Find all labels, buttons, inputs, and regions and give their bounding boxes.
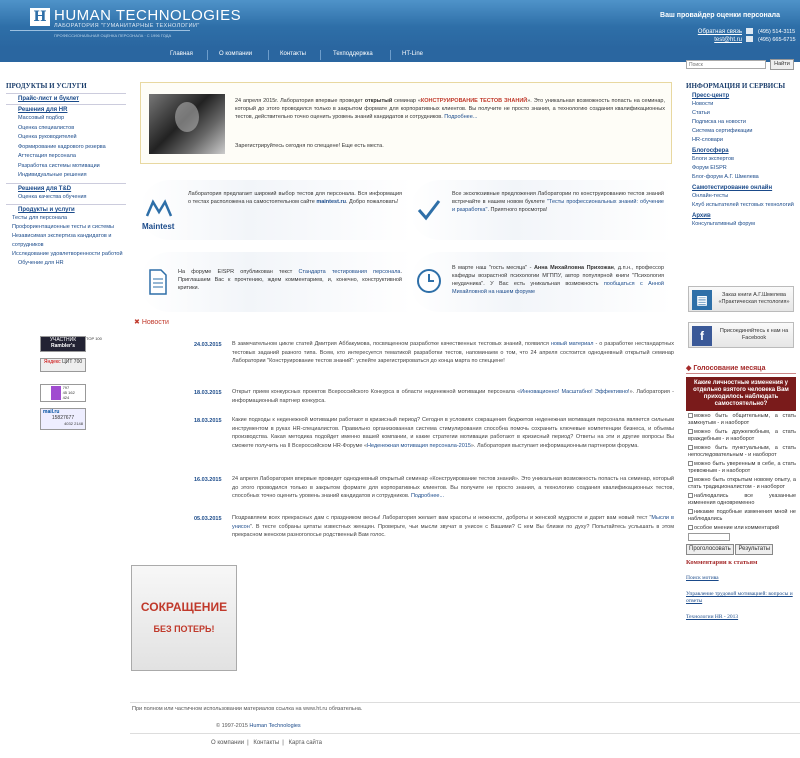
promo-line-2: БЕЗ ПОТЕРЬ! (153, 624, 215, 634)
header-phones (758, 28, 796, 44)
news-date: 18.03.2015 (194, 390, 222, 396)
poll-heading-label: Голосование месяца (693, 365, 766, 372)
guest-desc: В марте наш "гость месяца" - (452, 265, 534, 271)
poll-heading: ◆ Голосование месяца (686, 364, 796, 374)
poll-option-label: можно быть общительным, а стать замкнутым - и наоборот (688, 413, 796, 426)
footer-about-link[interactable]: О компании (211, 740, 245, 746)
news-item (232, 340, 674, 366)
guest-forum-link[interactable]: пообщаться с Анной Михайловной на нашем форуме (452, 281, 664, 295)
checkbox[interactable] (688, 461, 693, 466)
featured-open-label: открытый (364, 98, 393, 104)
news-link[interactable]: Подробнее... (410, 493, 445, 499)
offers-booklet-link[interactable]: "Тесты профессиональных знаний: обучение и разработка" (452, 199, 664, 213)
footer-copyright (216, 723, 301, 729)
phone-number-1: (495) 514-3115 (758, 29, 796, 35)
hr-solutions-link[interactable]: Решения для HR (18, 107, 68, 113)
sidebar-item-shmelev-blog[interactable]: Блог-форум А.Г. Шмелева (692, 174, 759, 180)
maintest-desc: Лаборатория предлагает широкий выбор тестов для персонала. Вся информация о тестах расположена на самостоятельном сайте (188, 191, 402, 205)
footer-nav: О компании | Контакты | Карта сайта (211, 740, 322, 746)
news-text: В замечательном цикле статей Дмитрия Аббакумова, посвященном разработке качественных тестовых знаний, появился (232, 341, 551, 347)
mailru-stat-a: 4032 (64, 421, 73, 426)
sidebar-item-tests[interactable]: Тесты для персонала (12, 215, 68, 221)
yandex-cy: ЦИТ 700 (62, 359, 83, 365)
nav-support[interactable]: Техподдержка (333, 51, 373, 57)
register-note: Зарегистрируйтесь сегодня по спеццене! Еще есть места. (235, 143, 384, 149)
self-testing-link[interactable]: Самотестирование онлайн (692, 185, 773, 191)
sidebar-item-hr-dictionary[interactable]: HR-словари (692, 137, 723, 143)
maintest-tail: . Добро пожаловать! (345, 199, 399, 205)
facebook-icon: f (692, 326, 712, 346)
promo-line-1: СОКРАЩЕНИЕ (140, 600, 228, 614)
products-heading: ПРОДУКТЫ И УСЛУГИ (6, 82, 87, 90)
email-link[interactable]: test@ht.ru (714, 37, 742, 43)
guest-block (410, 252, 672, 312)
news-date: 05.03.2015 (194, 516, 222, 522)
promo-banner[interactable] (131, 565, 237, 671)
poll-comment-input[interactable] (688, 533, 730, 541)
footer-company-link[interactable]: Human Technologies (249, 723, 301, 729)
news-item (232, 514, 674, 540)
poll-option-label: можно быть пунктуальным, а стать непоследовательным - и наоборот (688, 445, 796, 458)
news-heading[interactable]: ✖ Новости (134, 319, 169, 326)
site-header (0, 0, 800, 48)
poll (686, 364, 796, 621)
featured-mid: семинар « (392, 98, 421, 104)
li-stat-b: 45 162 (62, 390, 75, 395)
book-order-label: Заказ книги А.Г.Шмелева «Практическая тестология» (718, 292, 790, 305)
rambler-badge[interactable] (40, 336, 86, 352)
sidebar-item-hr-training[interactable]: Обучение для HR (18, 260, 64, 266)
poll-option[interactable] (688, 477, 796, 491)
sidebar-item-mass-hiring[interactable]: Массовый подбор (18, 115, 65, 121)
mailru-badge[interactable] (40, 408, 86, 430)
news-link[interactable]: Неденежная мотивация персонала-2015 (367, 442, 471, 449)
sidebar-item-expertise[interactable]: Независимая экспертиза кандидатов и сотрудников (12, 233, 112, 248)
sidebar-item-news[interactable]: Новости (692, 101, 714, 107)
news-date: 16.03.2015 (194, 477, 222, 483)
book-icon: ▤ (692, 290, 712, 310)
clock-icon (416, 268, 442, 294)
checkbox[interactable] (688, 509, 693, 514)
sidebar-item-motivation[interactable]: Разработка системы мотивации (18, 162, 100, 169)
nav-htline[interactable]: HT-Line (402, 51, 424, 57)
offers-desc: Все эксклюзивные предложения Лаборатории по конструированию тестов знаний встречайте в нашем новом буклете (452, 191, 664, 205)
poll-option-label: наблюдались все указанные изменения одновременно (688, 493, 796, 506)
maintest-link[interactable]: maintest.ru (316, 199, 346, 205)
left-sidebar (6, 82, 126, 269)
news-date: 24.03.2015 (194, 342, 222, 348)
poll-option-label: можно быть открытым новому опыту, а стать традиционалистом - и наоборот (688, 477, 796, 490)
divider (6, 183, 126, 184)
comment-link[interactable]: Поиск мотива (686, 575, 719, 581)
footer-sitemap-link[interactable]: Карта сайта (288, 740, 322, 746)
news-date: 18.03.2015 (194, 418, 222, 424)
guest-name: Анна Михайловна Прихожан (533, 265, 614, 271)
nav-contacts[interactable]: Контакты (280, 51, 306, 57)
sidebar-item-satisfaction[interactable]: Исследование удовлетворенности работой (12, 251, 123, 257)
divider (6, 93, 126, 94)
sidebar-item-individual[interactable]: Индивидуальные решения (18, 172, 87, 178)
logo-tagline: ПРОФЕССИОНАЛЬНАЯ ОЦЕНКА ПЕРСОНАЛА · С 1996 ГОДА (54, 33, 172, 38)
envelope-icon (746, 28, 753, 34)
sidebar-item-training-quality[interactable]: Оценка качества обучения (18, 193, 87, 200)
featured-announcement (140, 82, 672, 164)
checkbox[interactable] (688, 429, 693, 434)
checkbox[interactable] (688, 445, 693, 450)
maintest-text (188, 190, 402, 206)
sidebar-item-expert-blogs[interactable]: Блоги экспертов (692, 156, 734, 162)
comment-link[interactable]: Управление трудовой мотивацией: вопросы и ответы (686, 591, 793, 604)
forum-block (140, 252, 412, 312)
forum-text (178, 268, 402, 292)
footer-contacts-link[interactable]: Контакты (253, 740, 280, 746)
offers-block (410, 180, 672, 240)
liveinternet-badge[interactable] (40, 384, 86, 402)
yandex-badge[interactable] (40, 358, 86, 372)
poll-option[interactable] (688, 413, 796, 427)
news-heading-label: Новости (141, 319, 169, 326)
nav-home[interactable]: Главная (170, 51, 193, 57)
phone-number-2: (495) 665-6715 (758, 37, 796, 43)
li-stat-c: 424 (62, 395, 70, 400)
checkbox[interactable] (688, 477, 693, 482)
archive-link[interactable]: Архив (692, 213, 711, 219)
news-tail: ». Лаборатория выступает информационным партнером форума. (470, 442, 639, 449)
poll-option-label: можно быть дружелюбным, а стать враждебным - и наоборот (688, 429, 796, 442)
sidebar-item-reserve[interactable]: Формирование кадрового резерва (18, 143, 106, 150)
products-services-link[interactable]: Продукты и услуги (18, 207, 75, 213)
search-input[interactable] (686, 60, 766, 69)
news-item (232, 388, 674, 405)
sidebar-item-subscribe[interactable]: Подписка на новости (692, 119, 746, 125)
mailru-count: 15827677 (51, 415, 75, 421)
news-text: Открыт прием конкурсных проектов Всероссийского Конкурса в области неденежной мотивации персонала « (232, 389, 521, 395)
facebook-label: Присоединяйтесь к нам на Facebook (719, 328, 789, 341)
speaker-photo (149, 94, 225, 154)
liveinternet-icon (51, 386, 61, 400)
maintest-block (140, 180, 412, 240)
news-text: Поздравляем всех прекрасных дам с праздником весны! Лаборатория желает вам красоты и нежности, доброты и женской мудрости и дарит вам новый тест " (232, 515, 652, 521)
featured-body: ». Это уникальная возможность попасть на семинар, который до этого проводился только в закрытом формате для корпоративных клиентов. Вы получите не просто знания, а технологию создания квалификационных тестов, действительно точно оценить уровень знаний кандидатов и сотрудников. (235, 98, 665, 120)
blogosphere-link[interactable]: Блогосфера (692, 148, 729, 154)
poll-option[interactable] (688, 525, 796, 532)
news-tail: ». Лаборатория - информационный партнер конкурса. (232, 389, 675, 404)
checkbox[interactable] (688, 525, 693, 530)
nav-separator (320, 50, 321, 60)
footer-divider (130, 702, 800, 703)
checkbox[interactable] (688, 413, 693, 418)
maintest-logo-text: Maintest (142, 222, 175, 231)
logo-subtitle: ЛАБОРАТОРИЯ "ГУМАНИТАРНЫЕ ТЕХНОЛОГИИ" (54, 23, 200, 29)
divider (6, 204, 126, 205)
sidebar-item-attestation[interactable]: Аттестация персонала (18, 153, 76, 159)
news-link[interactable]: Инновационно! Масштабно! Эффективно! (520, 389, 630, 395)
sidebar-item-eispr-forum[interactable]: Форум EISPR (692, 165, 727, 171)
logo-mark[interactable]: H (30, 8, 50, 26)
guest-text (452, 264, 664, 296)
book-order-button[interactable] (688, 286, 794, 312)
featured-more-link[interactable]: Подробнее... (444, 114, 478, 120)
checkbox[interactable] (688, 493, 693, 498)
featured-intro: 24 апреля 2015г. Лаборатория впервые проведет (235, 98, 365, 104)
header-contacts (690, 28, 742, 44)
news-tail: - о разработке нестандартных тестовых заданий разного типа. Всем, кто интересуется тематикой разработки тестов, напоминаем о том, что 24 апреля состоится однодневный открытый семинар Лаборатории "Конструирование тестов знаний": успейте зарегистрироваться до конца марта по спеццене! (232, 341, 674, 364)
featured-text (235, 97, 665, 121)
poll-question: Какие личностные изменения у отдельно взятого человека Вам приходилось наблюдать самостоятельно? (686, 377, 796, 411)
provider-slogan: Ваш провайдер оценки персонала (660, 12, 780, 19)
footer-year: © 1997-2015 (216, 723, 250, 729)
mailru-stat-b: 2148 (74, 421, 83, 426)
divider (6, 104, 126, 105)
comment-link[interactable]: Технологии HR - 2013 (686, 614, 739, 620)
logo-divider (10, 30, 190, 31)
sidebar-item-online-tests[interactable]: Онлайн-тесты (692, 193, 729, 199)
seminar-title: КОНСТРУИРОВАНИЕ ТЕСТОВ ЗНАНИЙ (420, 98, 528, 104)
price-list-link[interactable]: Прайс-лист и буклет (18, 96, 80, 102)
news-item (232, 475, 674, 501)
news-text: Какие подходы к неденежной мотивации работают в кризисный период? Сегодня в условиях сокращения бюджетов неденежная мотивация персонала является сильным инструментом в руках HR-специалистов. Правильно организованная система стимулирования способна помочь сохранить ключевые компетенции бизнеса, и объемы производства. Какая методика подойдет именно вашей компании, и какие стратегии мотивации работают в кризисный период? Ответы на эти и другие вопросы Вы сможете получить на II Всероссийском HR-Форуме « (232, 417, 674, 449)
poll-option[interactable] (688, 461, 796, 475)
footer-copyright-note: При полном или частичном использовании материалов ссылка на www.ht.ru обязательна. (132, 706, 363, 712)
main-nav (0, 48, 800, 62)
comments-heading: Комментарии к статьям (686, 559, 758, 566)
info-heading: ИНФОРМАЦИЯ И СЕРВИСЫ (686, 82, 786, 90)
sidebar-item-articles[interactable]: Статьи (692, 110, 710, 116)
facebook-button[interactable] (688, 322, 794, 348)
document-icon (148, 268, 168, 296)
rambler-participant: УЧАСТНИК (49, 337, 77, 343)
press-center-link[interactable]: Пресс-центр (692, 93, 730, 99)
vote-button[interactable]: Проголосовать (686, 544, 734, 555)
standard-link[interactable]: Стандарта тестирования персонала (298, 269, 401, 275)
checkmark-icon (416, 198, 442, 222)
rambler-top-num: TOP 100 (86, 336, 102, 341)
nav-separator (207, 50, 208, 60)
poll-option[interactable] (688, 493, 796, 507)
nav-about[interactable]: О компании (219, 51, 253, 57)
sidebar-item-career-tests[interactable]: Профориентационные тесты и системы (12, 224, 114, 230)
sidebar-item-managers[interactable]: Оценка руководителей (18, 134, 77, 140)
sidebar-item-consult-forum[interactable]: Консультативный форум (692, 221, 755, 227)
poll-option-label: особое мнение или комментарий (694, 525, 780, 531)
guest-tail: , д.п.н., профессор кафедры возрастной психологии МГППУ, автор популярной книги "Психология неудачника". У Вас есть уникальная возможность (452, 265, 665, 287)
news-link[interactable]: новый материал (550, 341, 594, 347)
phone-icon (746, 36, 753, 42)
news-tail: ". В тесте собраны цитаты известных женщин. Проверьте, чьи мысли звучат в унисон с Вашими? С кем Вы близки по духу? Попытайтесь услышать в этом прекрасном женском разноголосье родственный Вам голос. (232, 523, 674, 538)
rambler-name: Rambler's (51, 343, 75, 349)
news-text: 24 апреля Лаборатория впервые проведет однодневный открытый семинар «Конструирование тестов знаний». Это уникальная возможность попасть на семинар, который до этого проводился только в закрытом формате для корпоративных клиентов. Вы получите не просто знания, а технологию создания квалификационных тестов, способных точно оценить уровень знаний кандидатов и сотрудников. (232, 476, 674, 499)
news-item (232, 416, 674, 450)
feedback-link[interactable]: Обратная связь (697, 29, 742, 35)
search-button[interactable]: Найти (770, 59, 794, 70)
poll-option[interactable] (688, 509, 796, 523)
results-button[interactable]: Результаты (735, 544, 773, 555)
header-icons (746, 28, 754, 44)
td-solutions-link[interactable]: Решения для T&D (18, 185, 72, 192)
sidebar-item-testers-club[interactable]: Клуб испытателей тестовых технологий (692, 202, 794, 208)
right-sidebar (686, 82, 796, 229)
nav-separator (268, 50, 269, 60)
offers-text (452, 190, 664, 214)
offers-tail: . Приятного просмотра! (487, 207, 548, 213)
nav-separator (390, 50, 391, 60)
sidebar-item-specialists[interactable]: Оценка специалистов (18, 124, 75, 131)
forum-tail: . Приглашаем Вас к прочтению, ждем комментариев, и, конечно, конструктивной критики. (178, 269, 402, 291)
forum-desc: На форуме EISPR опубликован текст (178, 269, 299, 275)
mailru-brand: mail.ru (43, 409, 60, 415)
logo-title[interactable]: HUMAN TECHNOLOGIES (54, 7, 242, 24)
poll-option[interactable] (688, 445, 796, 459)
block-background (140, 180, 412, 240)
poll-option-label: можно быть уверенным в себе, а стать тревожным - и наоборот (688, 461, 796, 474)
sidebar-item-certification[interactable]: Система сертификации (692, 128, 753, 134)
maintest-logo-icon[interactable] (144, 198, 180, 220)
footer-divider (130, 733, 800, 734)
yandex-label: Яндекс (43, 359, 61, 365)
li-stat-a: 797 (62, 385, 70, 390)
poll-option-label: никакие подобные изменения мной не наблюдались (688, 509, 796, 522)
poll-option[interactable] (688, 429, 796, 443)
news-link[interactable]: Мысли в унисон (232, 515, 674, 530)
